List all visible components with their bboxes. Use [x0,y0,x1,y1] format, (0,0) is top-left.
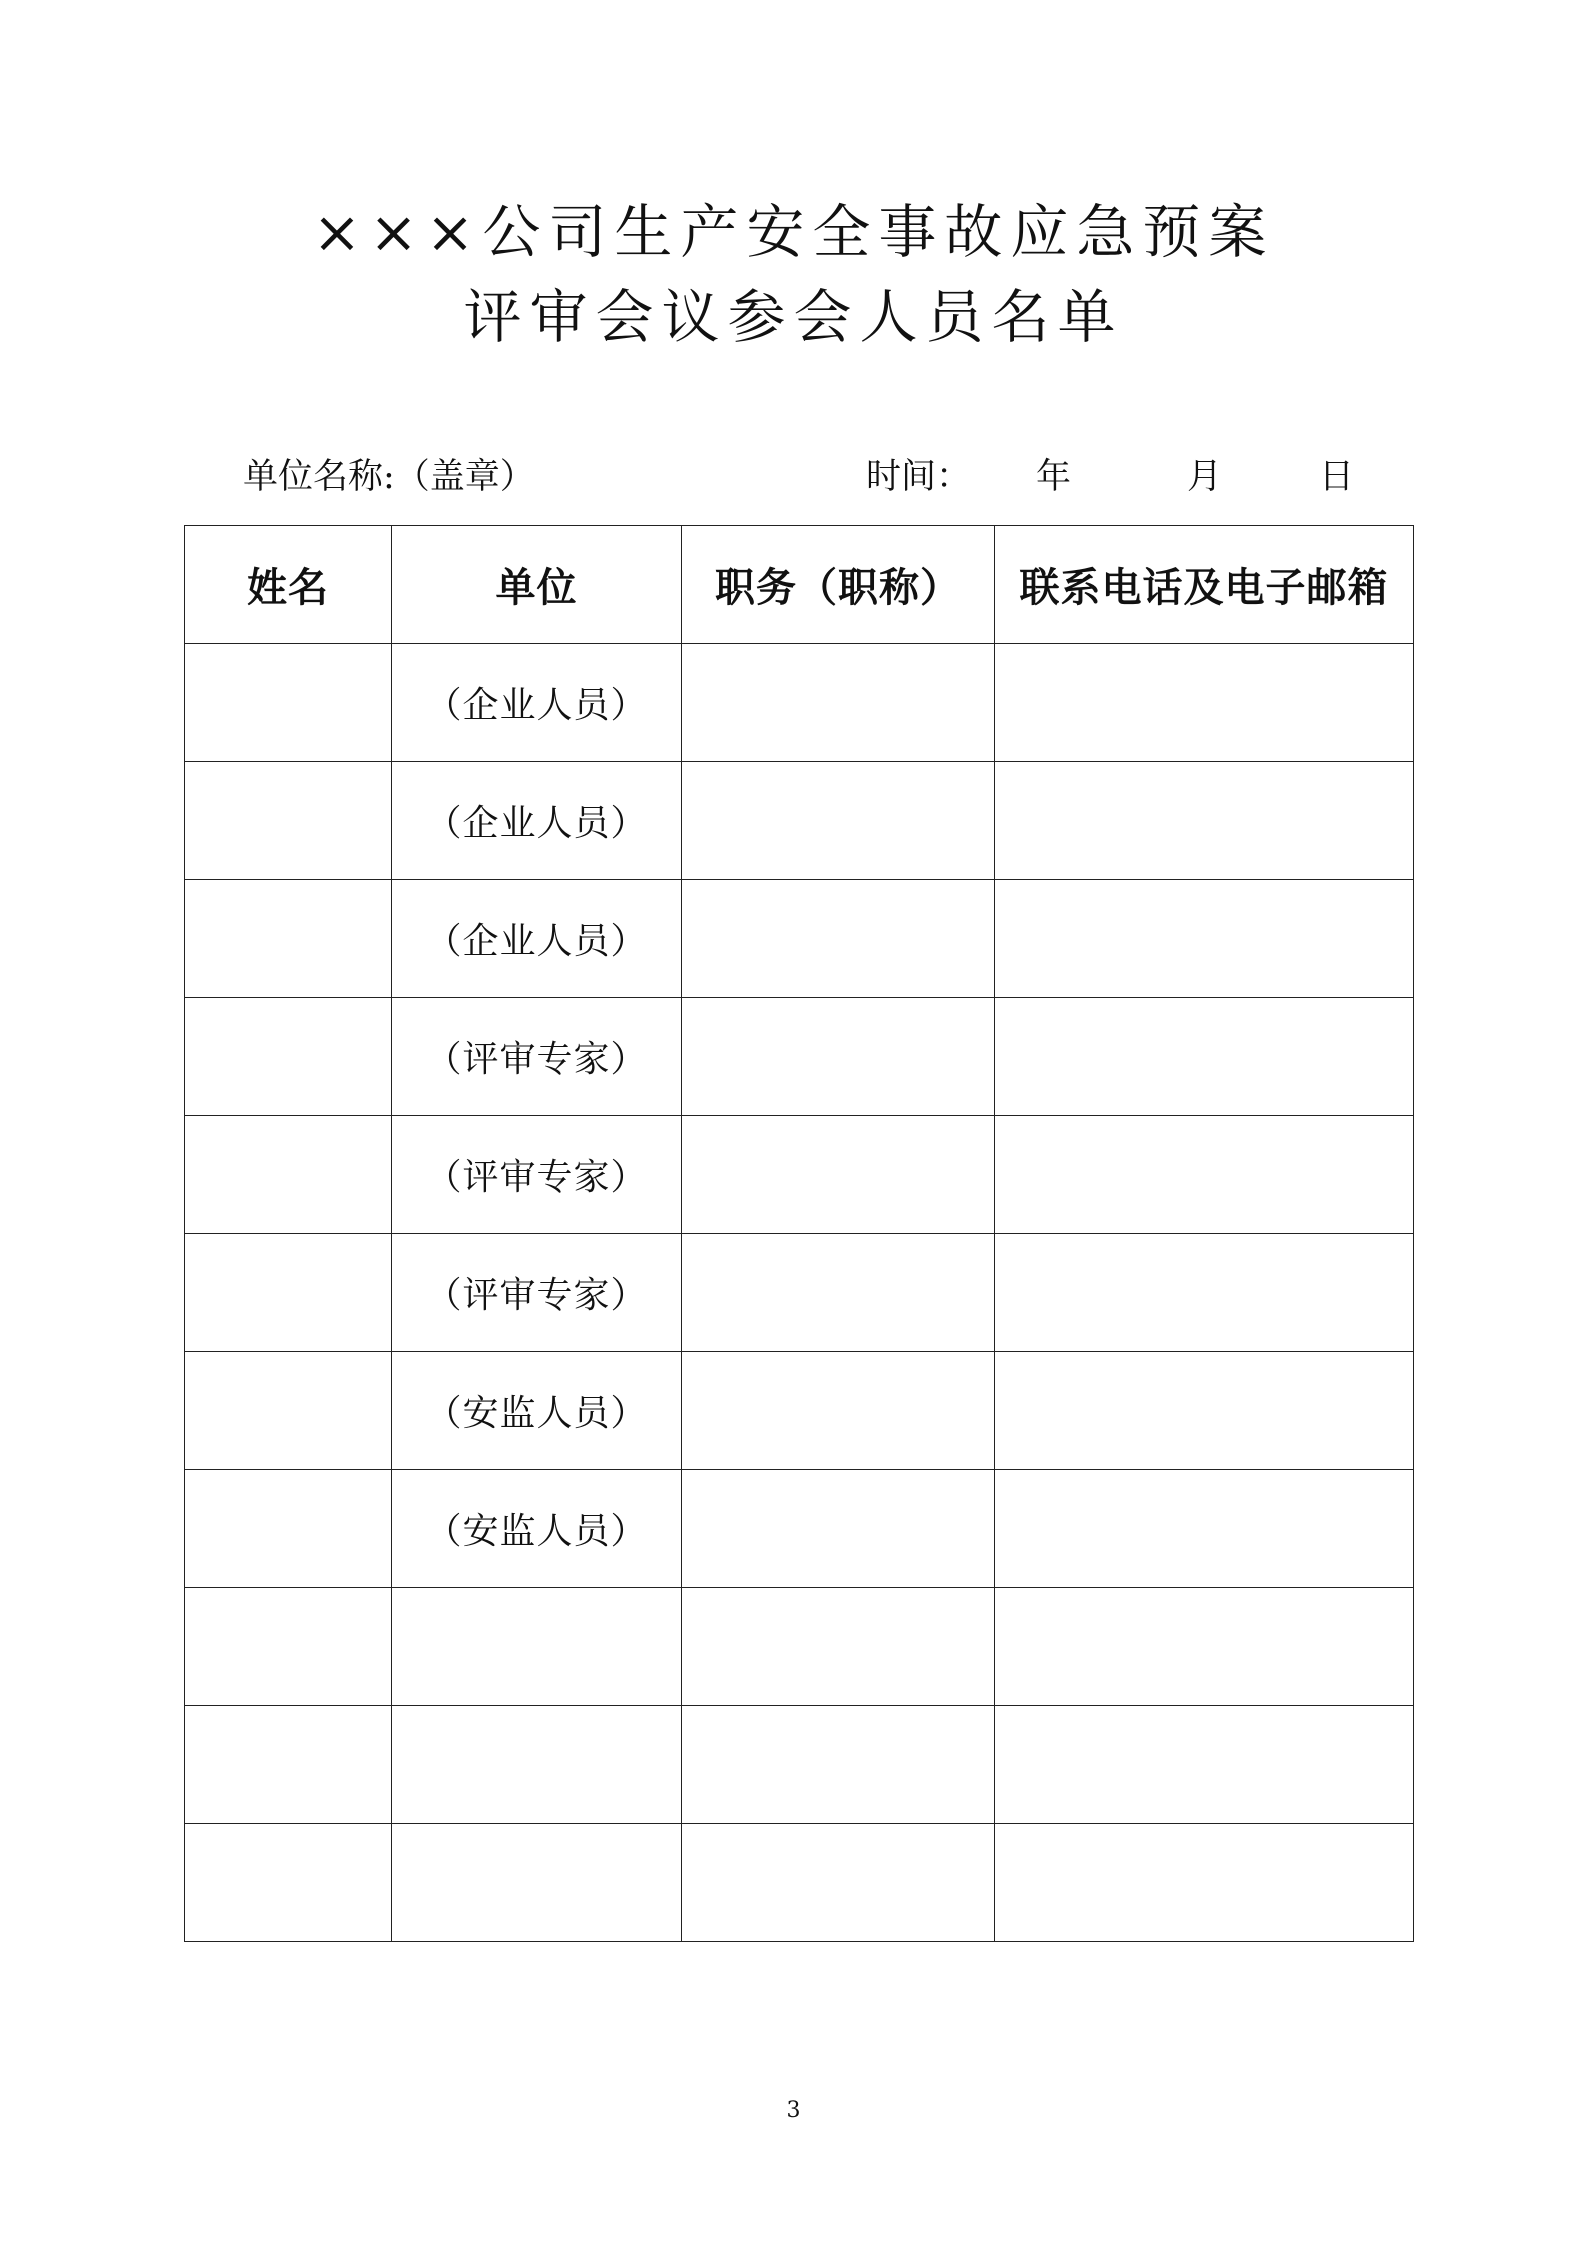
cell-contact [995,880,1414,998]
table-row [185,880,1414,998]
document-title-line2: 评审会议参会人员名单 [463,283,1124,351]
cell-position [682,1116,995,1234]
cell-contact [995,762,1414,880]
cell-position [682,1234,995,1352]
year-label: 年 [1036,457,1072,497]
cell-unit: （安监人员） [392,1470,682,1588]
cell-position [682,1706,995,1824]
header-name: 姓名 [185,526,392,644]
cell-name [185,1116,392,1234]
cell-name [185,762,392,880]
cell-name [185,880,392,998]
month-label: 月 [1187,457,1223,497]
document-title-line1: ×××公司生产安全事故应急预案 [312,198,1275,266]
cell-name [185,644,392,762]
table-row [185,1470,1414,1588]
cell-name [185,1824,392,1942]
cell-unit [392,1588,682,1706]
cell-contact [995,1706,1414,1824]
cell-contact [995,1588,1414,1706]
cell-name [185,1588,392,1706]
cell-unit: （评审专家） [392,998,682,1116]
cell-position [682,998,995,1116]
cell-contact [995,1352,1414,1470]
cell-unit: （评审专家） [392,1234,682,1352]
cell-contact [995,1470,1414,1588]
page-number: 3 [786,2098,801,2123]
cell-position [682,1824,995,1942]
cell-contact [995,1234,1414,1352]
table-row [185,998,1414,1116]
cell-position [682,644,995,762]
time-label: 时间： [866,457,972,497]
table-row [185,1706,1414,1824]
table-row [185,1352,1414,1470]
attendee-table [184,525,1414,1942]
cell-contact [995,1116,1414,1234]
cell-unit: （企业人员） [392,762,682,880]
cell-contact [995,644,1414,762]
cell-unit: （评审专家） [392,1116,682,1234]
header-unit: 单位 [392,526,682,644]
table-row [185,762,1414,880]
cell-name [185,1470,392,1588]
cell-name [185,1234,392,1352]
cell-unit: （企业人员） [392,880,682,998]
cell-position [682,1470,995,1588]
cell-name [185,998,392,1116]
cell-name [185,1352,392,1470]
day-label: 日 [1319,457,1355,497]
cell-unit [392,1824,682,1942]
unit-name-label: 单位名称:（盖章） [243,457,535,497]
table-header-row [185,526,1414,644]
cell-contact [995,1824,1414,1942]
table-row [185,1824,1414,1942]
header-contact: 联系电话及电子邮箱 [995,526,1414,644]
cell-unit: （安监人员） [392,1352,682,1470]
table-row [185,1588,1414,1706]
table-row [185,1234,1414,1352]
cell-position [682,1588,995,1706]
cell-name [185,1706,392,1824]
cell-position [682,880,995,998]
table-row [185,1116,1414,1234]
table-row [185,644,1414,762]
cell-unit: （企业人员） [392,644,682,762]
cell-unit [392,1706,682,1824]
cell-contact [995,998,1414,1116]
cell-position [682,762,995,880]
header-position: 职务（职称） [682,526,995,644]
cell-position [682,1352,995,1470]
